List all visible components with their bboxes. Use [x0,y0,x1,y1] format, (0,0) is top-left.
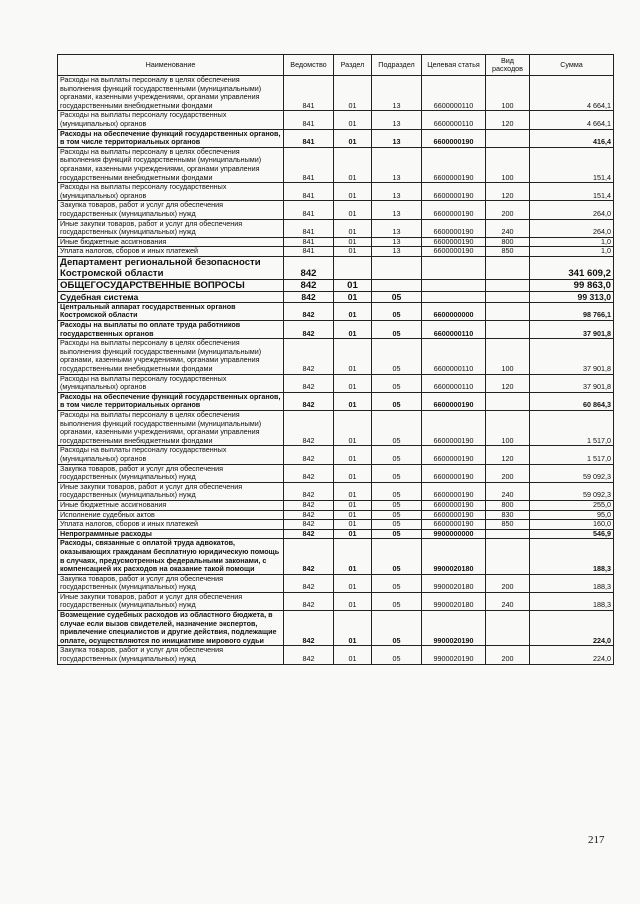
cell-sum: 98 766,1 [530,302,614,320]
cell-dept: 842 [284,291,334,302]
cell-type: 240 [486,219,530,237]
cell-section: 01 [334,464,372,482]
cell-target: 6600000190 [422,500,486,510]
cell-type [486,256,530,279]
cell-target: 6600000110 [422,321,486,339]
cell-section: 01 [334,147,372,182]
cell-target: 6600000190 [422,129,486,147]
cell-target: 9900020190 [422,611,486,646]
cell-type: 240 [486,482,530,500]
cell-dept: 842 [284,411,334,446]
cell-type: 100 [486,411,530,446]
cell-subsection: 05 [372,464,422,482]
table-row [58,392,614,410]
cell-dept: 842 [284,256,334,279]
cell-section: 01 [334,592,372,610]
cell-dept: 842 [284,611,334,646]
cell-type: 200 [486,646,530,664]
cell-type [486,529,530,539]
cell-type: 200 [486,464,530,482]
cell-name: Уплата налогов, сборов и иных платежей [58,520,284,530]
cell-type [486,392,530,410]
cell-subsection: 05 [372,539,422,574]
page-number: 217 [588,834,605,846]
cell-type: 200 [486,201,530,219]
cell-type [486,539,530,574]
cell-subsection: 13 [372,201,422,219]
cell-section: 01 [334,374,372,392]
cell-name: Исполнение судебных актов [58,510,284,520]
cell-sum: 416,4 [530,129,614,147]
cell-name: Расходы на выплаты персоналу в целях обеспечения выполнения функций государственными (муниципальными) органами, казенными учреждениями, органами управления государственными внебюджетными фондами [58,411,284,446]
cell-sum: 264,0 [530,219,614,237]
cell-type [486,321,530,339]
table-row [58,510,614,520]
cell-target: 9900000000 [422,529,486,539]
cell-name: Расходы на выплаты персоналу государственных (муниципальных) органов [58,183,284,201]
cell-dept: 841 [284,129,334,147]
cell-section: 01 [334,321,372,339]
cell-dept: 842 [284,279,334,291]
cell-section: 01 [334,392,372,410]
table-row [58,520,614,530]
cell-sum: 188,3 [530,539,614,574]
header-dept: Ведомство [284,55,334,76]
cell-section: 01 [334,129,372,147]
cell-subsection: 05 [372,411,422,446]
table-row [58,302,614,320]
cell-name: Центральный аппарат государственных органов Костромской области [58,302,284,320]
cell-section [334,256,372,279]
header-target: Целевая статья [422,55,486,76]
cell-subsection: 13 [372,183,422,201]
table-row [58,529,614,539]
table-row [58,339,614,374]
cell-sum: 4 664,1 [530,111,614,129]
table-row [58,446,614,464]
cell-subsection: 13 [372,219,422,237]
cell-type: 240 [486,592,530,610]
cell-subsection: 13 [372,247,422,257]
cell-type: 850 [486,520,530,530]
cell-type: 830 [486,510,530,520]
cell-section: 01 [334,339,372,374]
cell-dept: 842 [284,529,334,539]
cell-sum: 95,0 [530,510,614,520]
cell-sum: 151,4 [530,183,614,201]
cell-subsection: 05 [372,592,422,610]
cell-target: 6600000190 [422,237,486,247]
table-row [58,539,614,574]
table-row [58,279,614,291]
table-row [58,291,614,302]
cell-name: Непрограммные расходы [58,529,284,539]
cell-target: 6600000190 [422,183,486,201]
table-row [58,147,614,182]
table-row [58,256,614,279]
cell-subsection [372,256,422,279]
cell-target: 6600000190 [422,392,486,410]
cell-name: Закупка товаров, работ и услуг для обеспечения государственных (муниципальных) нужд [58,646,284,664]
table-row [58,611,614,646]
cell-dept: 842 [284,446,334,464]
cell-name: Департамент региональной безопасности Костромской области [58,256,284,279]
cell-dept: 842 [284,592,334,610]
cell-sum: 546,9 [530,529,614,539]
table-row [58,183,614,201]
cell-name: Расходы на выплаты персоналу в целях обеспечения выполнения функций государственными (муниципальными) органами, казенными учреждениями, органами управления государственными внебюджетными фондами [58,339,284,374]
cell-dept: 842 [284,500,334,510]
cell-sum: 264,0 [530,201,614,219]
cell-sum: 37 901,8 [530,339,614,374]
cell-dept: 841 [284,183,334,201]
cell-name: Иные закупки товаров, работ и услуг для обеспечения государственных (муниципальных) нужд [58,482,284,500]
cell-target: 6600000000 [422,302,486,320]
cell-target: 6600000190 [422,482,486,500]
cell-name: Иные закупки товаров, работ и услуг для обеспечения государственных (муниципальных) нужд [58,219,284,237]
cell-target: 6600000190 [422,411,486,446]
table-row [58,201,614,219]
cell-type: 120 [486,183,530,201]
table-row [58,411,614,446]
cell-section: 01 [334,510,372,520]
cell-target [422,291,486,302]
cell-dept: 842 [284,482,334,500]
cell-name: Расходы на выплаты персоналу государственных (муниципальных) органов [58,374,284,392]
cell-subsection: 13 [372,111,422,129]
cell-section: 01 [334,302,372,320]
cell-dept: 841 [284,219,334,237]
cell-sum: 37 901,8 [530,321,614,339]
cell-type [486,302,530,320]
cell-subsection: 05 [372,392,422,410]
table-header-row [58,55,614,76]
cell-target: 9900020180 [422,592,486,610]
cell-sum: 188,3 [530,592,614,610]
cell-sum: 99 863,0 [530,279,614,291]
cell-subsection: 05 [372,446,422,464]
cell-dept: 842 [284,302,334,320]
cell-target: 6600000190 [422,510,486,520]
table-row [58,129,614,147]
cell-target: 6600000110 [422,76,486,111]
cell-dept: 841 [284,111,334,129]
cell-section: 01 [334,500,372,510]
cell-dept: 842 [284,510,334,520]
cell-sum: 60 864,3 [530,392,614,410]
cell-subsection: 05 [372,520,422,530]
cell-type [486,279,530,291]
cell-subsection: 05 [372,291,422,302]
cell-name: Судебная система [58,291,284,302]
cell-section: 01 [334,279,372,291]
cell-section: 01 [334,520,372,530]
cell-name: Расходы на выплаты персоналу в целях обеспечения выполнения функций государственными (муниципальными) органами, казенными учреждениями, органами управления государственными внебюджетными фондами [58,76,284,111]
cell-target: 6600000190 [422,464,486,482]
table-row [58,374,614,392]
cell-dept: 842 [284,321,334,339]
table-row [58,76,614,111]
cell-type: 100 [486,147,530,182]
table-row [58,482,614,500]
cell-target: 6600000190 [422,147,486,182]
cell-sum: 224,0 [530,646,614,664]
cell-dept: 842 [284,574,334,592]
cell-sum: 59 092,3 [530,482,614,500]
cell-sum: 255,0 [530,500,614,510]
cell-subsection [372,279,422,291]
cell-section: 01 [334,183,372,201]
cell-sum: 99 313,0 [530,291,614,302]
cell-type [486,291,530,302]
cell-section: 01 [334,411,372,446]
cell-name: Расходы, связанные с оплатой труда адвокатов, оказывающих гражданам бесплатную юридическую помощь в случаях, предусмотренных федеральными законами, с компенсацией их расходов на оказание такой помощи [58,539,284,574]
cell-type: 100 [486,339,530,374]
cell-target: 6600000190 [422,446,486,464]
table-row [58,219,614,237]
cell-subsection: 13 [372,237,422,247]
cell-section: 01 [334,237,372,247]
cell-subsection: 05 [372,482,422,500]
cell-type [486,611,530,646]
cell-type: 800 [486,237,530,247]
cell-name: Расходы на обеспечение функций государственных органов, в том числе территориальных органов [58,129,284,147]
cell-subsection: 05 [372,611,422,646]
cell-section: 01 [334,646,372,664]
cell-subsection: 05 [372,302,422,320]
table-row [58,237,614,247]
cell-section: 01 [334,76,372,111]
cell-dept: 842 [284,646,334,664]
cell-target: 6600000110 [422,111,486,129]
cell-type: 120 [486,111,530,129]
cell-section: 01 [334,611,372,646]
cell-dept: 842 [284,539,334,574]
cell-type: 850 [486,247,530,257]
table-row [58,321,614,339]
cell-sum: 37 901,8 [530,374,614,392]
cell-sum: 224,0 [530,611,614,646]
cell-section: 01 [334,482,372,500]
cell-target [422,256,486,279]
cell-dept: 841 [284,76,334,111]
cell-subsection: 13 [372,147,422,182]
cell-section: 01 [334,247,372,257]
cell-type: 120 [486,446,530,464]
cell-target: 6600000190 [422,247,486,257]
cell-name: Уплата налогов, сборов и иных платежей [58,247,284,257]
cell-sum: 188,3 [530,574,614,592]
cell-section: 01 [334,529,372,539]
cell-name: Иные закупки товаров, работ и услуг для обеспечения государственных (муниципальных) нужд [58,592,284,610]
cell-dept: 842 [284,520,334,530]
cell-subsection: 05 [372,574,422,592]
cell-dept: 842 [284,374,334,392]
cell-target [422,279,486,291]
cell-target: 6600000190 [422,219,486,237]
cell-subsection: 13 [372,76,422,111]
budget-table [57,54,614,665]
cell-sum: 1 517,0 [530,446,614,464]
cell-name: ОБЩЕГОСУДАРСТВЕННЫЕ ВОПРОСЫ [58,279,284,291]
cell-sum: 160,0 [530,520,614,530]
cell-target: 6600000110 [422,374,486,392]
cell-name: Иные бюджетные ассигнования [58,500,284,510]
cell-target: 9900020190 [422,646,486,664]
cell-dept: 842 [284,339,334,374]
cell-type: 800 [486,500,530,510]
cell-type: 120 [486,374,530,392]
cell-sum: 4 664,1 [530,76,614,111]
cell-name: Возмещение судебных расходов из областного бюджета, в случае если вызов свидетелей, назначение экспертов, привлечение специалистов и другие действия, подлежащие оплате, осуществляются по инициативе мирового судьи [58,611,284,646]
cell-sum: 151,4 [530,147,614,182]
cell-name: Расходы на выплаты персоналу государственных (муниципальных) органов [58,446,284,464]
cell-subsection: 05 [372,374,422,392]
cell-section: 01 [334,539,372,574]
header-section: Раздел [334,55,372,76]
header-name: Наименование [58,55,284,76]
cell-target: 6600000110 [422,339,486,374]
cell-subsection: 05 [372,339,422,374]
cell-type: 100 [486,76,530,111]
cell-section: 01 [334,111,372,129]
cell-name: Закупка товаров, работ и услуг для обеспечения государственных (муниципальных) нужд [58,201,284,219]
header-subsection: Подраздел [372,55,422,76]
cell-subsection: 05 [372,510,422,520]
cell-dept: 841 [284,237,334,247]
cell-section: 01 [334,446,372,464]
budget-page [57,54,613,665]
table-row [58,574,614,592]
table-row [58,247,614,257]
cell-subsection: 05 [372,646,422,664]
cell-name: Иные бюджетные ассигнования [58,237,284,247]
cell-name: Расходы на выплаты по оплате труда работников государственных органов [58,321,284,339]
cell-name: Расходы на выплаты персоналу государственных (муниципальных) органов [58,111,284,129]
cell-sum: 341 609,2 [530,256,614,279]
cell-name: Закупка товаров, работ и услуг для обеспечения государственных (муниципальных) нужд [58,574,284,592]
cell-dept: 842 [284,392,334,410]
cell-sum: 1 517,0 [530,411,614,446]
cell-subsection: 05 [372,500,422,510]
cell-type [486,129,530,147]
cell-subsection: 05 [372,529,422,539]
cell-subsection: 05 [372,321,422,339]
cell-dept: 841 [284,247,334,257]
cell-sum: 1,0 [530,237,614,247]
cell-target: 9900020180 [422,574,486,592]
cell-target: 6600000190 [422,520,486,530]
cell-subsection: 13 [372,129,422,147]
cell-dept: 841 [284,201,334,219]
table-row [58,646,614,664]
table-row [58,111,614,129]
cell-name: Расходы на обеспечение функций государственных органов, в том числе территориальных органов [58,392,284,410]
header-type: Вид расходов [486,55,530,76]
cell-section: 01 [334,219,372,237]
cell-section: 01 [334,201,372,219]
table-row [58,464,614,482]
cell-sum: 59 092,3 [530,464,614,482]
cell-section: 01 [334,574,372,592]
table-row [58,500,614,510]
cell-section: 01 [334,291,372,302]
cell-name: Расходы на выплаты персоналу в целях обеспечения выполнения функций государственными (муниципальными) органами, казенными учреждениями, органами управления государственными внебюджетными фондами [58,147,284,182]
cell-type: 200 [486,574,530,592]
cell-dept: 841 [284,147,334,182]
cell-sum: 1,0 [530,247,614,257]
cell-target: 6600000190 [422,201,486,219]
cell-dept: 842 [284,464,334,482]
header-sum: Сумма [530,55,614,76]
table-body [58,76,614,665]
cell-name: Закупка товаров, работ и услуг для обеспечения государственных (муниципальных) нужд [58,464,284,482]
table-row [58,592,614,610]
cell-target: 9900020180 [422,539,486,574]
